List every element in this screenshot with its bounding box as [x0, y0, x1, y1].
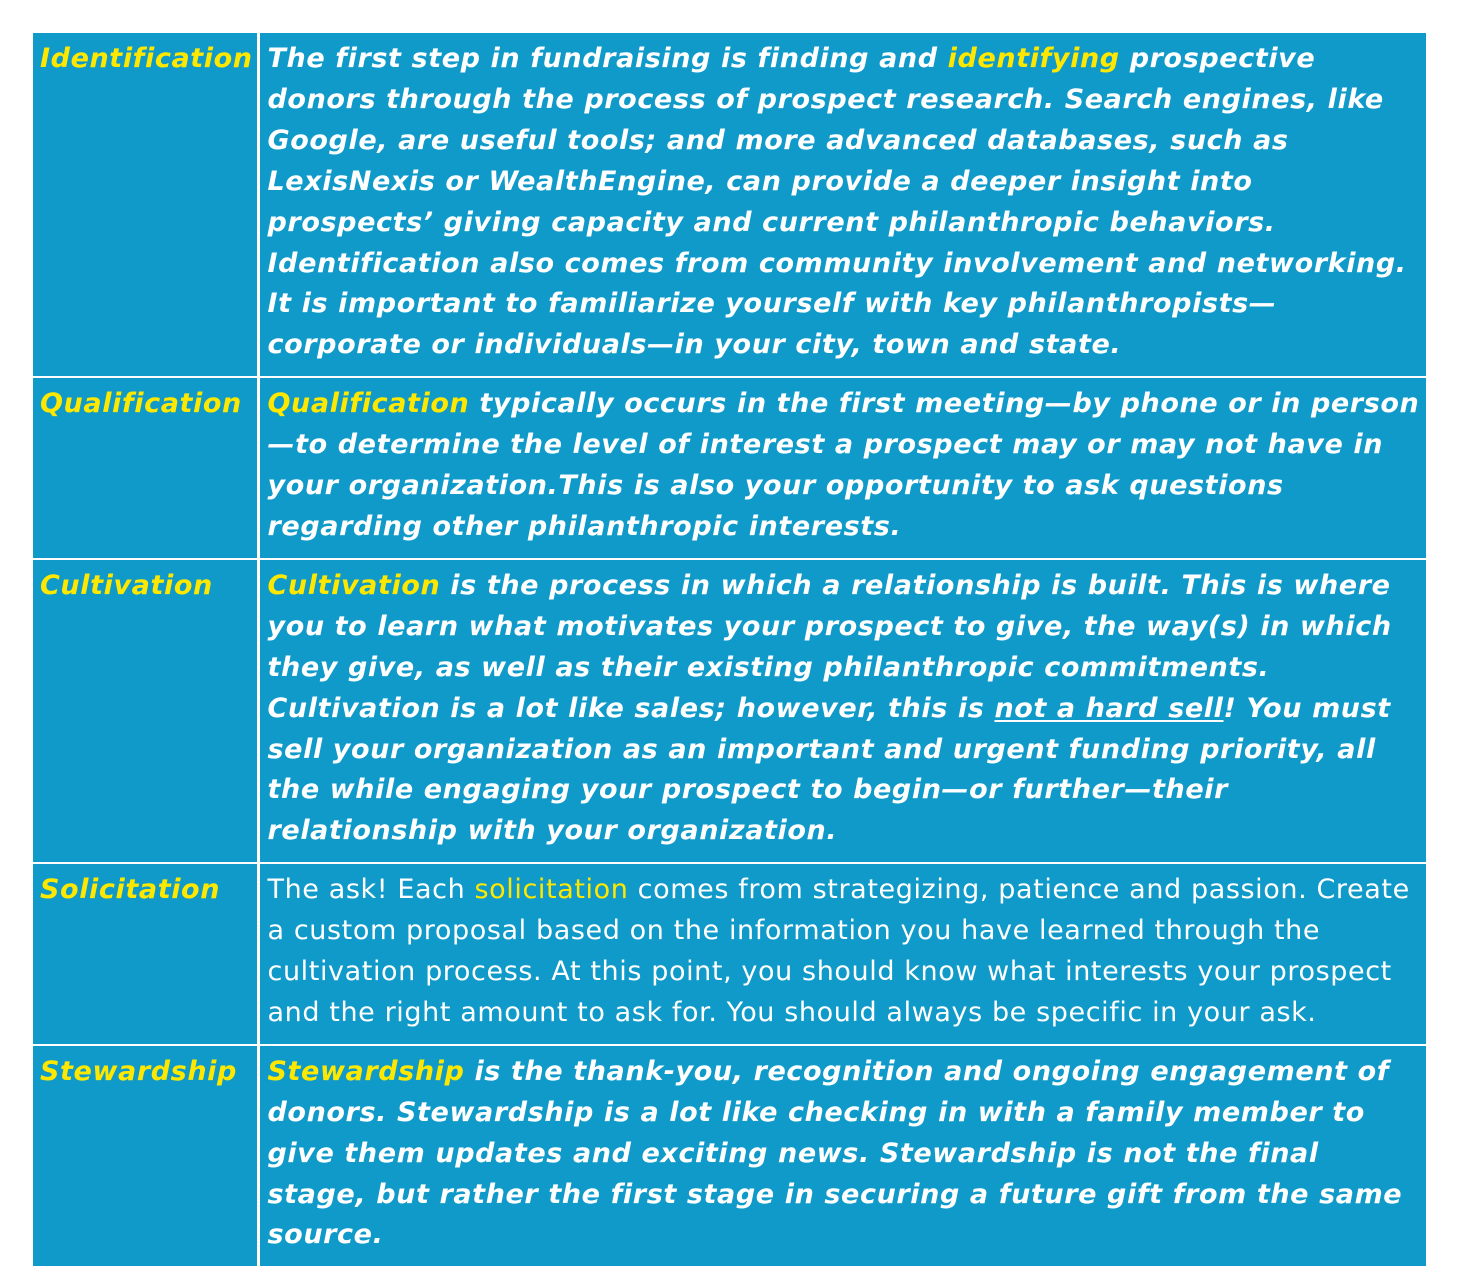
stage-description-cell: [258, 33, 1426, 377]
stage-row-cultivation: [33, 559, 1426, 863]
stage-name: Solicitation: [40, 874, 221, 906]
underlined-text: not a hard sell: [994, 692, 1224, 724]
stage-row-stewardship: [33, 1045, 1426, 1266]
description-text: is the process in which a relationship is built. This is where you to learn what motivates your prospect to give, the way(s) in which they give, as well as their existing philanthropic commitments. Cultivation is a lot like sales; however, this is: [267, 569, 1392, 724]
description-text: comes from strategizing, patience and passion. Create a custom proposal based on the information you have learned through the cultivation process. At this point, you should know what interests your prospect and the right amount to ask for. You should always be specific in your ask.: [267, 874, 1410, 1028]
stage-name-cell: [33, 863, 258, 1045]
highlighted-term: Stewardship: [267, 1055, 465, 1087]
stage-description: [268, 384, 1421, 548]
description-text: typically occurs in the first meeting—by phone or in person—to determine the level of interest a prospect may or may not have in your organization.This is also your opportunity to ask questions regarding other philanthropic interests.: [267, 388, 1420, 542]
highlighted-term: Qualification: [267, 388, 470, 420]
stage-name-cell: [33, 1045, 258, 1266]
stage-name: Cultivation: [40, 569, 213, 601]
stage-row-solicitation: [33, 863, 1426, 1045]
stage-description: [268, 566, 1421, 852]
stage-name-cell: [33, 377, 258, 559]
description-text: The first step in fundraising is finding and: [267, 43, 948, 74]
highlighted-term: solicitation: [474, 874, 629, 906]
stage-description-cell: [258, 863, 1426, 1045]
stage-description: [268, 39, 1421, 366]
description-text: ! You must sell your organization as an important and urgent funding priority, all the while engaging your prospect to begin—or further—their relationship with your organization.: [267, 692, 1391, 847]
stage-description-cell: [258, 377, 1426, 559]
stage-description: [268, 1052, 1421, 1257]
stage-name: Identification: [40, 43, 253, 74]
description-text: is the thank-you, recognition and ongoing engagement of donors. Stewardship is a lot like checking in with a family member to give them updates and exciting news. Stewardship is not the final stage, but rather the first stage in securing a future gift from the same source.: [267, 1055, 1403, 1251]
stage-name-cell: [33, 559, 258, 863]
fundraising-stages-table: [33, 33, 1426, 1266]
stage-rows: [33, 33, 1426, 1266]
stage-row-qualification: [33, 377, 1426, 559]
highlighted-term: Cultivation: [267, 569, 441, 601]
stage-description: [268, 870, 1421, 1034]
description-text: The ask! Each: [267, 874, 475, 906]
stage-description-cell: [258, 1045, 1426, 1266]
stage-name: Stewardship: [40, 1055, 237, 1087]
stage-name: Qualification: [40, 388, 242, 420]
stage-name-cell: [33, 33, 258, 377]
description-text: prospective donors through the process of prospect research. Search engines, like Google, are useful tools; and more advanced databases, such as LexisNexis or WealthEngine, can provide a deeper insight into prospects’ giving capacity and current philanthropic behaviors. Identification also comes from community involvement and networking. It is important to familiarize yourself with key philanthropists—corporate or individuals—in your city, town and state.: [267, 43, 1407, 361]
highlighted-term: identifying: [947, 43, 1120, 74]
stage-row-identification: [33, 33, 1426, 377]
stage-description-cell: [258, 559, 1426, 863]
